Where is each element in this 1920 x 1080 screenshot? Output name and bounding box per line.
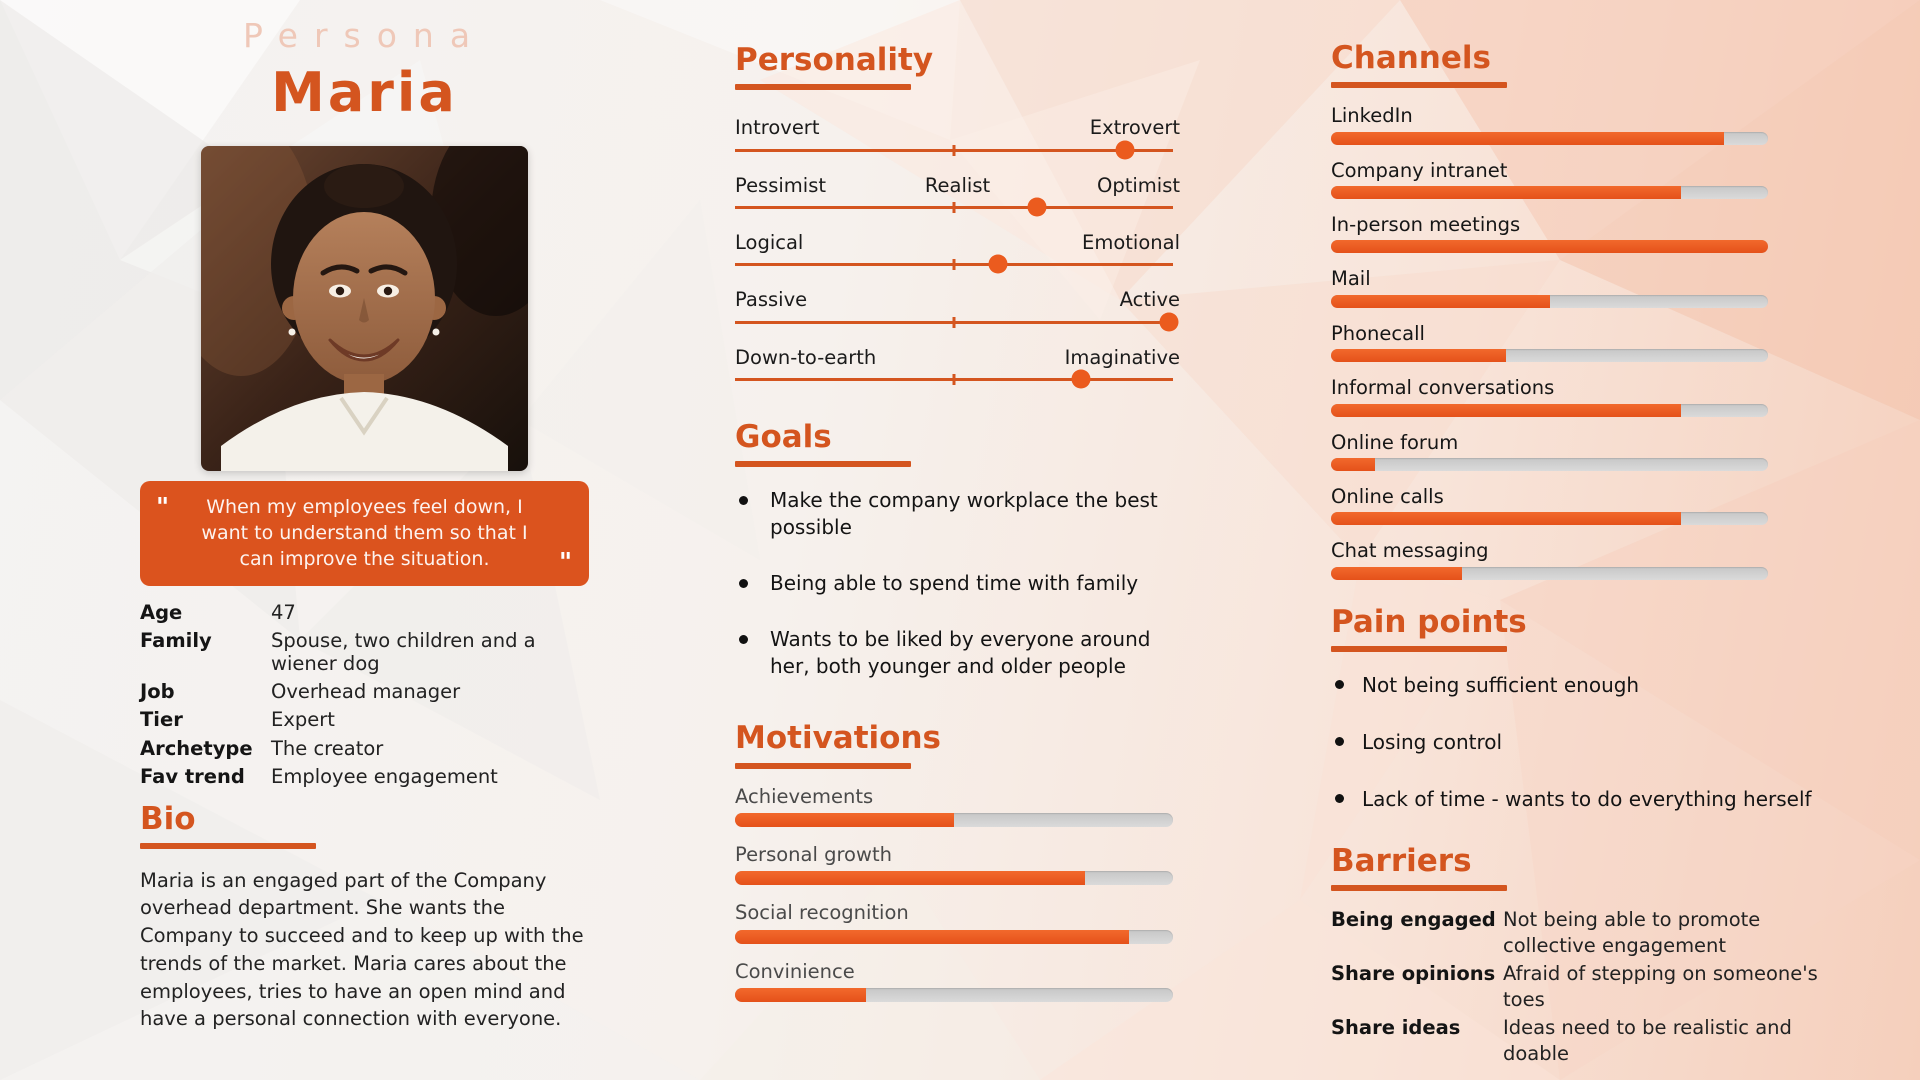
heading-underline — [735, 763, 911, 769]
pain-point-text: Not being sufficient enough — [1362, 672, 1640, 697]
bar-label: In-person meetings — [1331, 212, 1521, 236]
list-item — [735, 570, 1185, 597]
attr-label: Fav trend — [140, 765, 245, 789]
bar-fill — [1331, 132, 1724, 145]
channel-bars — [1331, 104, 1856, 580]
motivation-bar — [735, 901, 1180, 943]
personality-slider — [735, 288, 1180, 323]
list-item — [735, 487, 1185, 541]
slider-left-label: Pessimist — [735, 173, 827, 197]
attr-value: Employee engagement — [271, 765, 498, 789]
barrier-label: Share ideas — [1331, 1015, 1461, 1039]
channel-bar — [1331, 104, 1856, 144]
heading-underline — [140, 843, 316, 849]
bar-fill — [735, 871, 1085, 885]
slider-track — [735, 206, 1173, 209]
channel-bar — [1331, 485, 1856, 525]
slider-center-tick — [953, 145, 956, 156]
bullet-icon — [1335, 737, 1344, 746]
slider-right-label: Imaginative — [1064, 345, 1180, 369]
slider-handle — [1115, 140, 1134, 159]
bar-fill — [1331, 567, 1462, 580]
attr-label: Archetype — [140, 736, 253, 760]
slider-handle — [1159, 312, 1178, 331]
bio-section — [140, 801, 589, 1033]
bullet-icon — [739, 579, 748, 588]
slider-track — [735, 378, 1173, 381]
heading-underline — [1331, 82, 1507, 88]
bar-track — [1331, 295, 1768, 308]
bar-track — [735, 813, 1173, 827]
slider-center-tick — [953, 374, 956, 385]
pain-point-text: Losing control — [1362, 729, 1503, 754]
goal-text: Make the company workplace the best possible — [770, 488, 1158, 540]
channels-heading: Channels — [1331, 40, 1491, 76]
channel-bar — [1331, 431, 1856, 471]
bar-track — [1331, 132, 1768, 145]
bar-label: Social recognition — [735, 901, 909, 925]
personality-slider — [735, 346, 1180, 381]
personality-sliders — [735, 116, 1180, 381]
bio-heading: Bio — [140, 800, 196, 837]
bar-label: Chat messaging — [1331, 539, 1489, 563]
bar-fill — [1331, 186, 1681, 199]
pain-point-text: Lack of time - wants to do everything herself — [1362, 786, 1812, 811]
slider-left-label: Logical — [735, 230, 804, 254]
channel-bar — [1331, 539, 1856, 579]
attr-value: Overhead manager — [271, 679, 461, 703]
bar-label: Personal growth — [735, 842, 892, 866]
bullet-icon — [1335, 794, 1344, 803]
slider-right-label: Active — [1119, 288, 1180, 312]
bullet-icon — [1335, 680, 1344, 689]
list-item — [1331, 786, 1831, 813]
goal-text: Being able to spend time with family — [770, 571, 1139, 596]
bar-fill — [1331, 240, 1768, 253]
motivation-bars — [735, 785, 1180, 1003]
personality-section — [735, 42, 1180, 381]
right-column — [1331, 0, 1856, 1067]
bar-track — [1331, 458, 1768, 471]
slider-handle — [1072, 370, 1091, 389]
bar-label: Informal conversations — [1331, 376, 1555, 400]
slider-track — [735, 321, 1173, 324]
bar-fill — [735, 813, 954, 827]
attr-value: The creator — [271, 736, 384, 760]
heading-underline — [735, 84, 911, 90]
attr-value: Spouse, two children and a wiener dog — [271, 629, 536, 675]
bullet-icon — [739, 635, 748, 644]
bar-label: Online calls — [1331, 484, 1444, 508]
attr-value: 47 — [271, 600, 296, 624]
bar-fill — [1331, 404, 1681, 417]
slider-center-tick — [953, 202, 956, 213]
open-quote-icon: " — [156, 492, 171, 521]
slider-handle — [1028, 197, 1047, 216]
portrait-illustration — [201, 146, 528, 471]
attr-value: Expert — [271, 708, 335, 732]
goals-section — [735, 419, 1180, 680]
slider-left-label: Introvert — [735, 116, 820, 140]
slider-center-tick — [953, 317, 956, 328]
bar-label: Online forum — [1331, 430, 1459, 454]
bar-label: Company intranet — [1331, 158, 1508, 182]
bar-fill — [1331, 512, 1681, 525]
bar-fill — [1331, 349, 1506, 362]
bar-track — [1331, 186, 1768, 199]
bullet-icon — [739, 496, 748, 505]
personality-heading: Personality — [735, 42, 934, 78]
heading-underline — [1331, 885, 1507, 891]
list-item — [1331, 729, 1831, 756]
bar-track — [735, 988, 1173, 1002]
left-column — [140, 0, 660, 1033]
attr-label: Tier — [140, 708, 183, 732]
middle-column — [735, 0, 1180, 1018]
barrier-label: Being engaged — [1331, 908, 1496, 932]
slider-left-label: Passive — [735, 288, 808, 312]
motivations-section — [735, 720, 1180, 1002]
barrier-value: Afraid of stepping on someone's toes — [1503, 961, 1818, 1011]
goals-list — [735, 487, 1180, 680]
bar-label: Phonecall — [1331, 321, 1425, 345]
barriers-heading: Barriers — [1331, 842, 1472, 879]
slider-center-tick — [953, 259, 956, 270]
heading-underline — [1331, 646, 1507, 652]
bar-label: Achievements — [735, 784, 874, 808]
slider-right-label: Emotional — [1082, 230, 1180, 254]
motivations-heading: Motivations — [735, 720, 941, 757]
close-quote-icon: " — [558, 547, 573, 577]
slider-left-label: Down-to-earth — [735, 345, 877, 369]
quote-box — [140, 481, 589, 586]
bar-track — [1331, 404, 1768, 417]
barriers-section — [1331, 843, 1856, 1067]
barrier-label: Share opinions — [1331, 961, 1496, 985]
bar-track — [735, 871, 1173, 885]
slider-mid-label: Realist — [924, 173, 991, 197]
persona-label: Persona — [242, 16, 487, 55]
list-item — [1331, 672, 1831, 699]
goal-text: Wants to be liked by everyone around her, both younger and older people — [770, 627, 1151, 679]
bar-track — [1331, 240, 1768, 253]
channel-bar — [1331, 376, 1856, 416]
channels-section — [1331, 40, 1856, 580]
motivation-bar — [735, 843, 1180, 885]
bar-track — [1331, 567, 1768, 580]
bar-track — [735, 930, 1173, 944]
pain-points-section — [1331, 604, 1856, 813]
personality-slider — [735, 116, 1180, 151]
channel-bar — [1331, 159, 1856, 199]
slider-track — [735, 263, 1173, 266]
bar-label: LinkedIn — [1331, 104, 1413, 128]
channel-bar — [1331, 267, 1856, 307]
personality-slider — [735, 174, 1180, 209]
bar-fill — [1331, 458, 1375, 471]
channel-bar — [1331, 213, 1856, 253]
pain-points-list — [1331, 672, 1856, 813]
bar-label: Mail — [1331, 267, 1371, 291]
bar-track — [1331, 512, 1768, 525]
heading-underline — [735, 461, 911, 467]
bio-text: Maria is an engaged part of the Company overhead department. She wants the Company to succeed and to keep up with the trends of the market. Maria cares about the employees, tries to have an open mind and have a personal connection with everyone. — [140, 868, 584, 1031]
quote-text: When my employees feel down, I want to understand them so that I can improve the situation. — [201, 496, 528, 571]
goals-heading: Goals — [735, 419, 832, 456]
list-item — [735, 626, 1185, 680]
barrier-value: Ideas need to be realistic and doable — [1503, 1015, 1792, 1065]
pain-points-heading: Pain points — [1331, 603, 1527, 640]
channel-bar — [1331, 322, 1856, 362]
slider-track — [735, 149, 1173, 152]
attr-label: Family — [140, 629, 212, 653]
slider-right-label: Optimist — [1096, 173, 1180, 197]
bar-track — [1331, 349, 1768, 362]
bar-label: Convinience — [735, 959, 855, 983]
bar-fill — [1331, 295, 1550, 308]
personality-slider — [735, 231, 1180, 266]
attribute-list — [140, 602, 589, 789]
slider-right-label: Extrovert — [1089, 116, 1180, 140]
slider-handle — [988, 255, 1007, 274]
motivation-bar — [735, 960, 1180, 1002]
barriers-list — [1331, 907, 1851, 1067]
persona-name: Maria — [271, 61, 458, 124]
bar-fill — [735, 988, 866, 1002]
attr-label: Job — [140, 679, 175, 703]
persona-photo — [201, 146, 528, 471]
bar-fill — [735, 930, 1129, 944]
motivation-bar — [735, 785, 1180, 827]
barrier-value: Not being able to promote collective engagement — [1503, 908, 1761, 957]
attr-label: Age — [140, 600, 183, 624]
